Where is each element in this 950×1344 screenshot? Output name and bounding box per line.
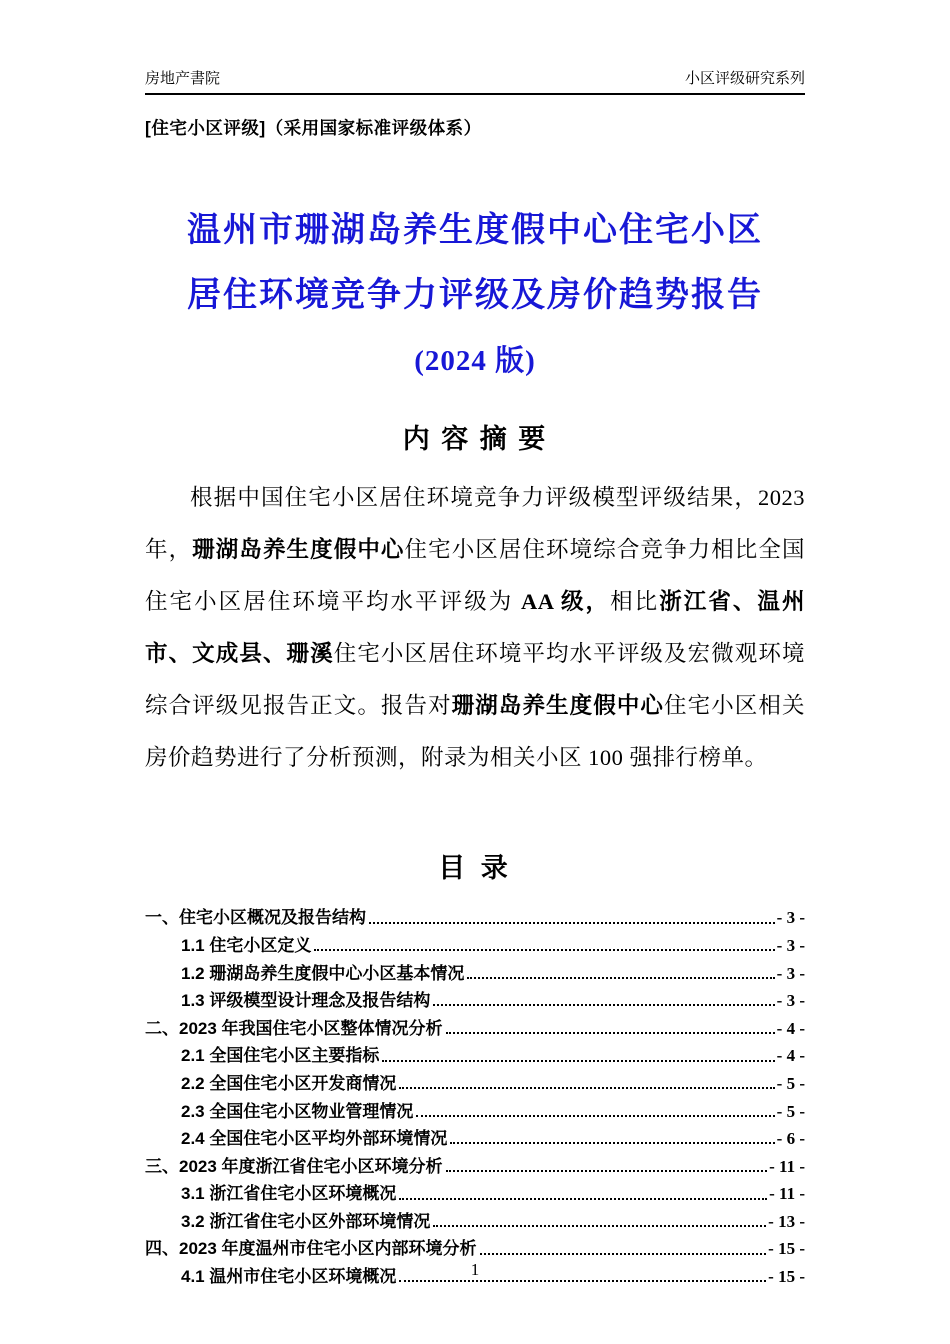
toc-entry-label: 一、住宅小区概况及报告结构 — [145, 908, 366, 928]
report-title-line1: 温州市珊湖岛养生度假中心住宅小区 — [187, 212, 763, 249]
abstract-run: AA 级， — [521, 589, 611, 614]
running-header — [145, 70, 805, 95]
toc-entry-label: 1.1 住宅小区定义 — [181, 935, 312, 955]
toc-entry[interactable] — [145, 1011, 805, 1039]
toc-entry[interactable] — [145, 901, 805, 929]
toc-entry-label: 四、2023 年度温州市住宅小区内部环境分析 — [145, 1239, 477, 1259]
toc-leader-dots — [467, 977, 774, 979]
abstract-paragraph — [145, 472, 805, 784]
toc-leader-dots — [450, 1142, 774, 1144]
toc-leader-dots — [416, 1115, 774, 1117]
toc-entry-page-number: - 15 - — [768, 1267, 805, 1287]
toc-entry-page-number: - 13 - — [768, 1211, 805, 1231]
toc-leader-dots — [369, 922, 775, 924]
toc-entry-label: 2.1 全国住宅小区主要指标 — [181, 1046, 380, 1066]
toc-leader-dots — [433, 1004, 774, 1006]
toc-entry-label: 3.2 浙江省住宅小区外部环境情况 — [181, 1211, 431, 1231]
toc-entry-label: 1.2 珊湖岛养生度假中心小区基本情况 — [181, 963, 465, 983]
running-header-left: 房地产書院 — [145, 70, 221, 87]
abstract-run: 住宅小区居住环境综合竞争力相比全国住宅小区居住环境平均水平评级为 — [145, 537, 805, 614]
toc-entry[interactable] — [145, 984, 805, 1012]
toc-entry-page-number: - 5 - — [776, 1101, 805, 1121]
toc-leader-dots — [446, 1170, 768, 1172]
abstract-run: 住宅小区居住环境平均水平评级及宏微观环境综合评级见报告正文。报告对 — [145, 641, 805, 718]
toc-leader-dots — [399, 1087, 774, 1089]
abstract-heading: 内 容 摘 要 — [402, 424, 548, 454]
toc-entry[interactable] — [145, 956, 805, 984]
toc-entry-page-number: - 3 - — [776, 908, 805, 928]
report-title-edition: (2024 版) — [414, 345, 536, 377]
toc-heading: 目 录 — [438, 853, 512, 883]
toc-entry-label: 4.1 温州市住宅小区环境概况 — [181, 1267, 397, 1287]
page-number-footer: 1 — [470, 1260, 480, 1279]
toc-entry-page-number: - 3 - — [776, 991, 805, 1011]
toc-entry[interactable] — [145, 1039, 805, 1067]
toc-entry-label: 三、2023 年度浙江省住宅小区环境分析 — [145, 1156, 443, 1176]
toc-entry[interactable] — [145, 1205, 805, 1233]
toc-entry[interactable] — [145, 1122, 805, 1150]
toc-entry-label: 1.3 评级模型设计理念及报告结构 — [181, 991, 431, 1011]
toc-leader-dots — [399, 1280, 766, 1282]
toc-entry[interactable] — [145, 1067, 805, 1095]
toc-entry[interactable] — [145, 929, 805, 957]
toc-entry[interactable] — [145, 1094, 805, 1122]
abstract-run: 住宅小区相关房价趋势进行了分析预测，附录为相关小区 100 强排行榜单。 — [145, 693, 805, 770]
toc-entry-page-number: - 5 - — [776, 1073, 805, 1093]
toc-leader-dots — [446, 1032, 775, 1034]
abstract-run: 根据中国住宅小区居住环境竞争力评级模型评级结果，2023 年， — [145, 485, 805, 562]
toc-entry-page-number: - 11 - — [769, 1156, 805, 1176]
toc-entry[interactable] — [145, 1149, 805, 1177]
toc-entry[interactable] — [145, 1177, 805, 1205]
toc-entry-label: 2.2 全国住宅小区开发商情况 — [181, 1073, 397, 1093]
toc-entry-label: 2.3 全国住宅小区物业管理情况 — [181, 1101, 414, 1121]
toc-leader-dots — [314, 949, 774, 951]
toc-entry-page-number: - 3 - — [776, 935, 805, 955]
toc-leader-dots — [480, 1253, 767, 1255]
toc-entry-label: 2.4 全国住宅小区平均外部环境情况 — [181, 1129, 448, 1149]
abstract-run: 珊湖岛养生度假中心 — [192, 537, 405, 562]
toc-entry[interactable] — [145, 1232, 805, 1260]
report-title-block — [145, 198, 805, 389]
abstract-run: 珊湖岛养生度假中心 — [451, 693, 665, 718]
running-header-right: 小区评级研究系列 — [684, 70, 805, 87]
report-tagline: [住宅小区评级]（采用国家标准评级体系） — [145, 118, 482, 138]
toc-leader-dots — [382, 1060, 774, 1062]
toc-entry-page-number: - 3 - — [776, 963, 805, 983]
toc-list — [145, 901, 805, 1287]
toc-leader-dots — [399, 1198, 767, 1200]
toc-entry-label: 二、2023 年我国住宅小区整体情况分析 — [145, 1018, 443, 1038]
toc-entry-page-number: - 15 - — [768, 1239, 805, 1259]
toc-entry-page-number: - 4 - — [776, 1018, 805, 1038]
report-title-line2: 居住环境竞争力评级及房价趋势报告 — [187, 277, 763, 314]
toc-leader-dots — [433, 1225, 766, 1227]
abstract-run: 相比 — [610, 589, 660, 614]
toc-entry-page-number: - 11 - — [769, 1184, 805, 1204]
toc-entry-page-number: - 6 - — [776, 1129, 805, 1149]
abstract-run: 浙江省、温州市、文成县、珊溪 — [145, 589, 805, 666]
toc-entry-label: 3.1 浙江省住宅小区环境概况 — [181, 1184, 397, 1204]
toc-entry-page-number: - 4 - — [776, 1046, 805, 1066]
